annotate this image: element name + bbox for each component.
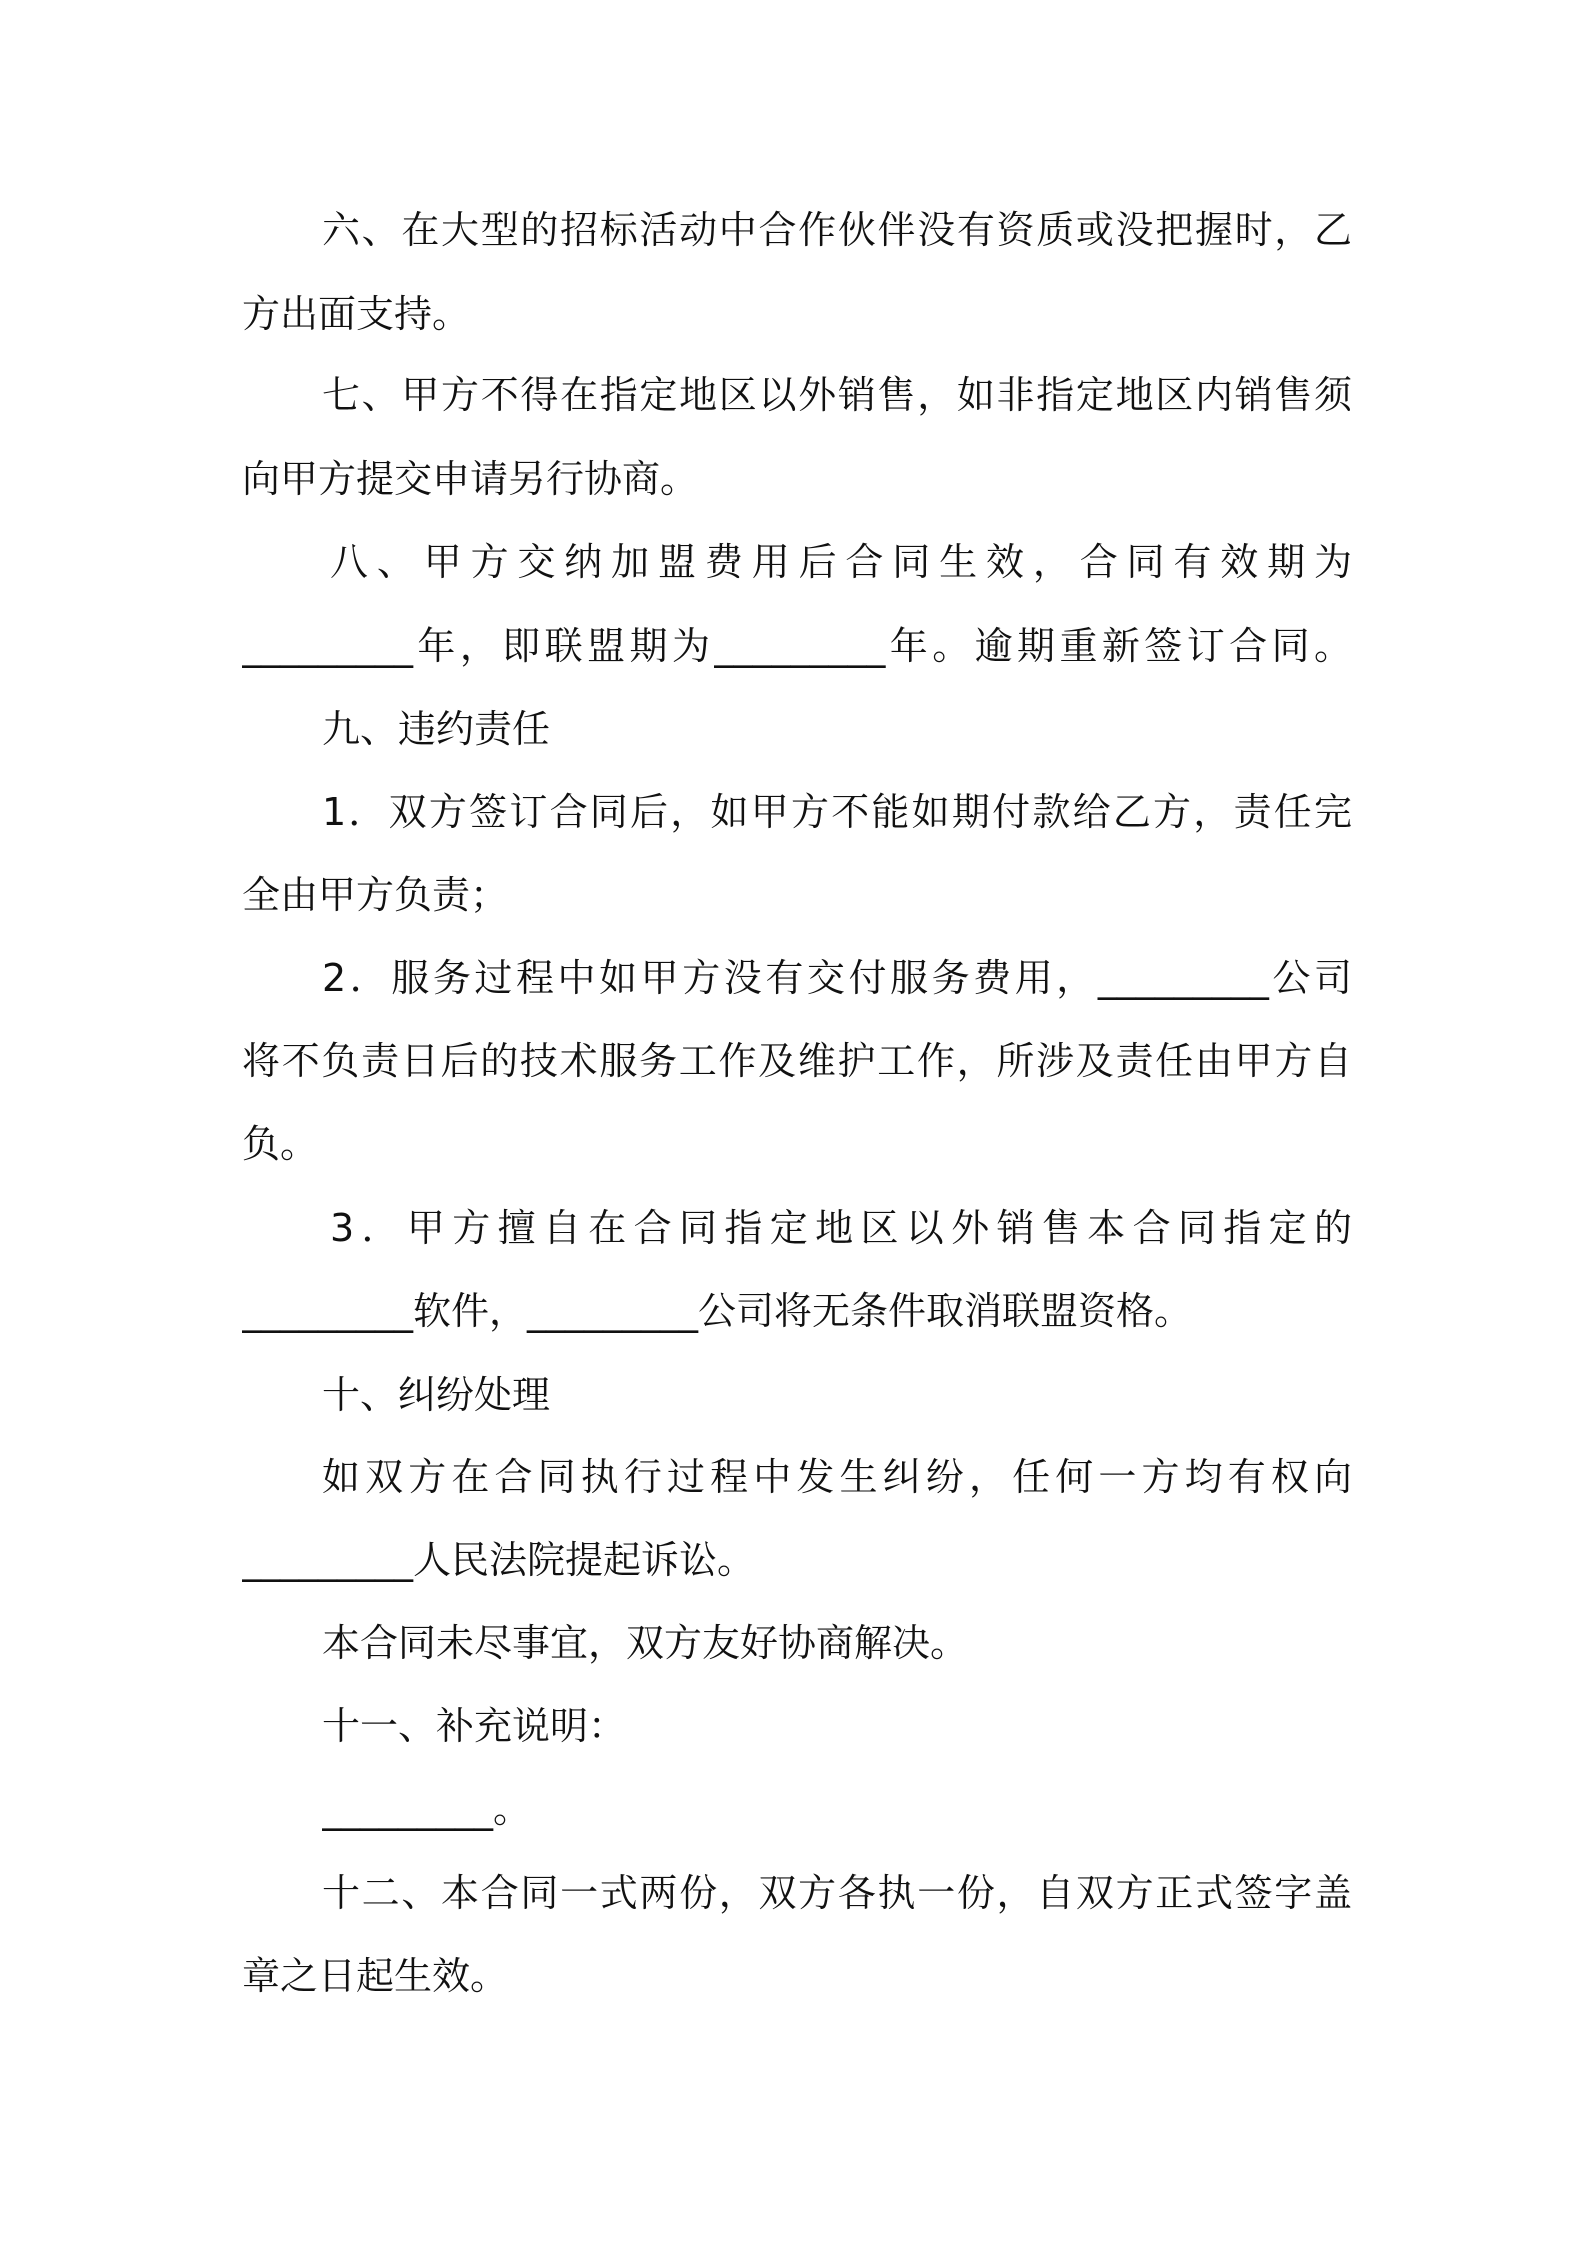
clause-10-line-1: 如双方在合同执行过程中发生纠纷，任何一方均有权向 <box>322 1455 1352 1499</box>
clause-9-1-line-2: 全由甲方负责； <box>242 873 509 917</box>
clause-10-heading: 十、纠纷处理 <box>322 1373 551 1417</box>
clause-12-line-2: 章之日起生效。 <box>242 1954 509 1998</box>
clause-8-line-1: 八、甲方交纳加盟费用后合同生效，合同有效期为 <box>330 540 1352 584</box>
clause-9-heading: 九、违约责任 <box>322 707 551 751</box>
clause-9-3-line-2: _________软件，_________公司将无条件取消联盟资格。 <box>242 1289 1193 1333</box>
clause-6-line-1: 六、在大型的招标活动中合作伙伴没有资质或没把握时，乙 <box>322 208 1352 252</box>
clause-7-line-2: 向甲方提交申请另行协商。 <box>242 457 699 501</box>
remaining-matters-line: 本合同未尽事宜，双方友好协商解决。 <box>322 1621 969 1665</box>
clause-9-2-line-3: 负。 <box>242 1122 319 1166</box>
clause-7-line-1: 七、甲方不得在指定地区以外销售，如非指定地区内销售须 <box>322 373 1352 417</box>
clause-12-line-1: 十二、本合同一式两份，双方各执一份，自双方正式签字盖 <box>322 1871 1352 1915</box>
clause-9-1-line-1: 1．双方签订合同后，如甲方不能如期付款给乙方，责任完 <box>322 790 1352 834</box>
clause-8-line-2: _________年，即联盟期为_________年。逾期重新签订合同。 <box>242 624 1352 668</box>
clause-9-2-line-1: 2．服务过程中如甲方没有交付服务费用，_________公司 <box>322 956 1352 1000</box>
clause-9-3-line-1: 3．甲方擅自在合同指定地区以外销售本合同指定的 <box>330 1206 1352 1250</box>
clause-11-blank: _________。 <box>322 1787 532 1831</box>
clause-11-heading: 十一、补充说明： <box>322 1704 627 1748</box>
clause-9-2-line-2: 将不负责日后的技术服务工作及维护工作，所涉及责任由甲方自 <box>242 1039 1352 1083</box>
clause-6-line-2: 方出面支持。 <box>242 292 471 336</box>
clause-10-line-2: _________人民法院提起诉讼。 <box>242 1538 756 1582</box>
